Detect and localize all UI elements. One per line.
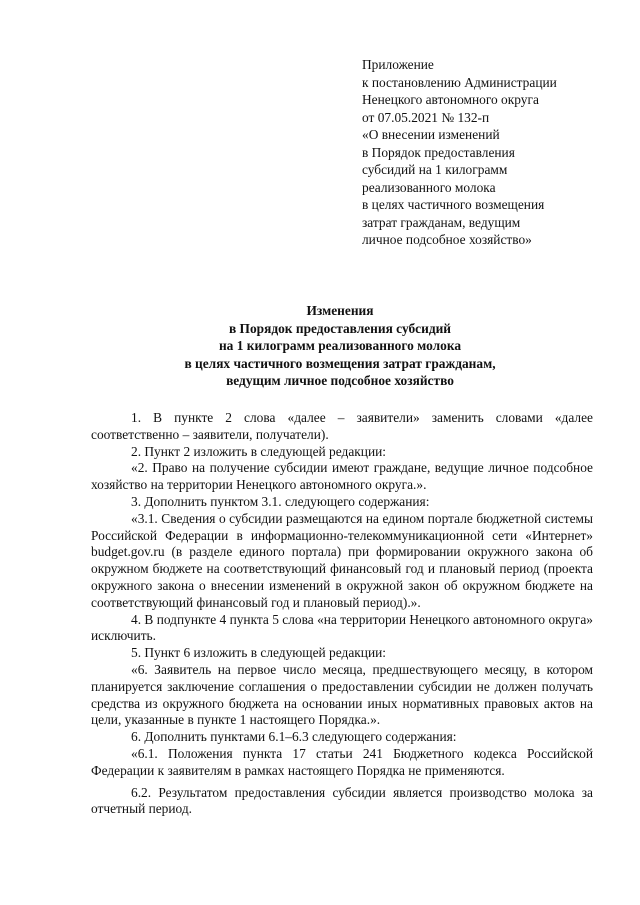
- paragraph: «6. Заявитель на первое число месяца, предшествующего месяцу, в котором планируется заключение соглашения о предоставлении субсидии не должен получать средства из окружного бюджета на основании иных нормативных правовых актов на цели, указанные в пункте 1 настоящего Порядка.».: [91, 661, 593, 728]
- appendix-line: в Порядок предоставления: [362, 144, 515, 160]
- paragraph: «3.1. Сведения о субсидии размещаются на едином портале бюджетной системы Российской Федерации в информационно-телекоммуникационной сети «Интернет» budget.gov.ru (в разделе единого портала) при формировании окружного закона об окружном бюджете на соответствующий финансовый год и плановый период (проекта окружного закона о внесении изменений в окружной закон об окружном бюджете на соответствующий финансовый год и плановый период).».: [91, 510, 593, 610]
- paragraph: 6. Дополнить пунктами 6.1–6.3 следующего содержания:: [131, 729, 457, 745]
- paragraph: 5. Пункт 6 изложить в следующей редакции:: [131, 645, 387, 661]
- appendix-header: [362, 56, 622, 249]
- paragraph: 6.2. Результатом предоставления субсидии является производство молока за отчетный период.: [91, 784, 593, 817]
- appendix-line: от 07.05.2021 № 132-п: [362, 109, 490, 125]
- title-line: Изменения: [306, 303, 374, 318]
- appendix-line: «О внесении изменений: [362, 127, 500, 142]
- document-body: [91, 410, 593, 818]
- document-title: [60, 302, 620, 390]
- appendix-line: реализованного молока: [362, 179, 496, 195]
- title-line: на 1 килограмм реализованного молока: [218, 338, 462, 354]
- appendix-line: в целях частичного возмещения: [362, 197, 545, 212]
- paragraph: 1. В пункте 2 слова «далее – заявители» заменить словами «далее соответственно – заявители, получатели).: [91, 410, 593, 442]
- appendix-line: личное подсобное хозяйство»: [362, 232, 532, 247]
- appendix-line: Ненецкого автономного округа: [362, 92, 539, 107]
- appendix-line: Приложение: [362, 57, 434, 72]
- title-line: в Порядок предоставления субсидий: [228, 320, 452, 336]
- appendix-line: к постановлению Администрации: [362, 74, 557, 90]
- paragraph: «2. Право на получение субсидии имеют граждане, ведущие личное подсобное хозяйство на территории Ненецкого автономного округа.».: [91, 460, 593, 493]
- paragraph: 4. В подпункте 4 пункта 5 слова «на территории Ненецкого автономного округа» исключить.: [91, 611, 593, 644]
- paragraph: 2. Пункт 2 изложить в следующей редакции:: [131, 443, 387, 459]
- paragraph: 3. Дополнить пунктом 3.1. следующего содержания:: [131, 493, 430, 509]
- paragraph: «6.1. Положения пункта 17 статьи 241 Бюджетного кодекса Российской Федерации к заявителям в рамках настоящего Порядка не применяются.: [91, 745, 593, 778]
- appendix-line: затрат гражданам, ведущим: [362, 214, 521, 230]
- title-line: ведущим личное подсобное хозяйство: [226, 373, 454, 389]
- title-line: в целях частичного возмещения затрат гражданам,: [184, 355, 496, 371]
- appendix-line: субсидий на 1 килограмм: [362, 162, 508, 177]
